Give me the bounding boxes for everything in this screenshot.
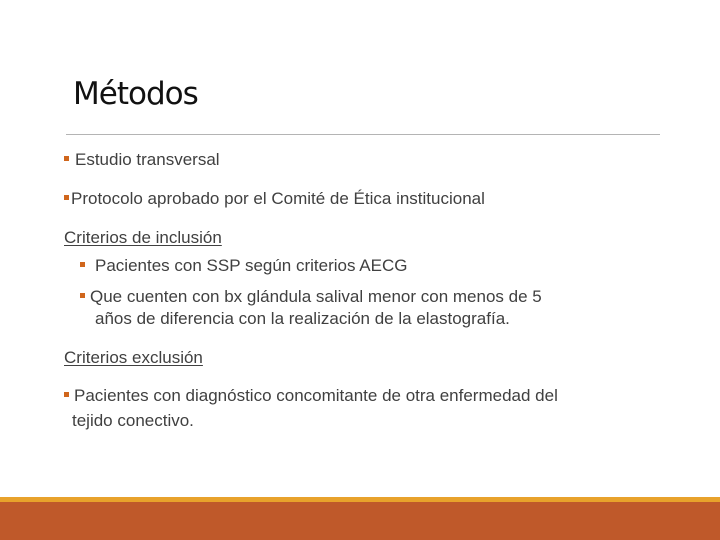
square-bullet-icon xyxy=(64,156,69,161)
inclusion-item-1 xyxy=(80,256,407,276)
square-bullet-icon xyxy=(64,195,69,200)
exclusion-item-1 xyxy=(64,386,558,406)
inclusion-item-2 xyxy=(80,287,542,307)
exclusion-item-1-continuation: tejido conectivo. xyxy=(72,411,194,430)
inclusion-item-text: Que cuenten con bx glándula salival menor con menos de 5 xyxy=(90,287,542,306)
inclusion-heading: Criterios de inclusión xyxy=(64,228,222,247)
inclusion-item-2-continuation: años de diferencia con la realización de la elastografía. xyxy=(95,309,510,328)
slide-title: Métodos xyxy=(73,76,198,112)
square-bullet-icon xyxy=(64,392,69,397)
bullet-item-text: Protocolo aprobado por el Comité de Ética institucional xyxy=(71,189,485,208)
title-divider xyxy=(66,134,660,135)
square-bullet-icon xyxy=(80,262,85,267)
bullet-item-2 xyxy=(64,189,485,209)
inclusion-item-text: Pacientes con SSP según criterios AECG xyxy=(95,256,408,275)
bullet-item-text: Estudio transversal xyxy=(75,150,220,169)
bullet-item-1 xyxy=(64,150,220,170)
square-bullet-icon xyxy=(80,293,85,298)
exclusion-item-text: Pacientes con diagnóstico concomitante de otra enfermedad del xyxy=(74,386,558,405)
footer-accent-bar xyxy=(0,502,720,540)
exclusion-heading: Criterios exclusión xyxy=(64,348,203,367)
